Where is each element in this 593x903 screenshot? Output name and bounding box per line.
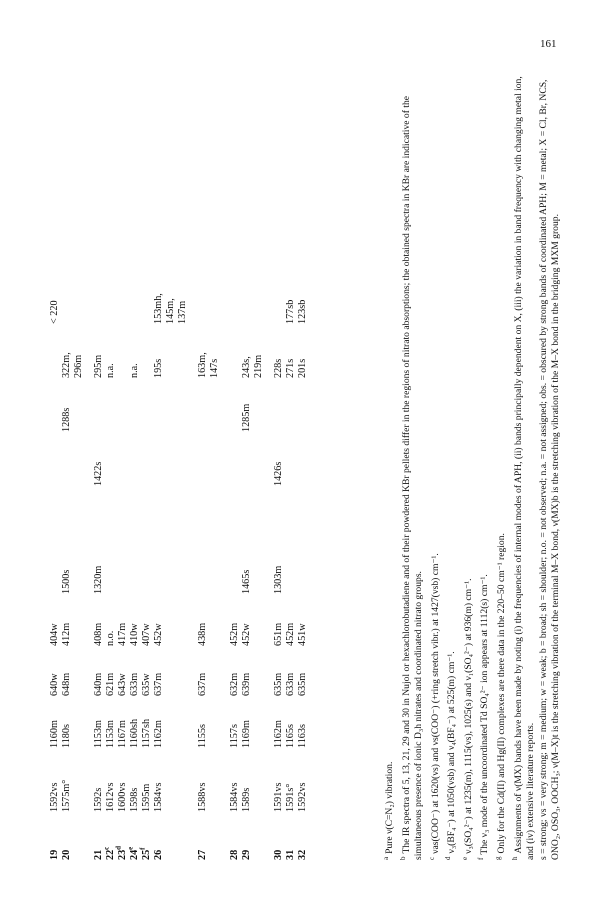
table-row [189,218,209,860]
table-cell: 219m [253,354,264,378]
table-cell [73,486,85,594]
table-cell: 1592vs [297,782,308,812]
table-cell [189,486,209,594]
table-row [297,218,309,860]
table-cell: 452m [285,622,296,646]
table-cell [85,378,105,432]
table-cell: 1598s [129,787,140,812]
table-row [265,218,285,860]
table-row [73,218,85,860]
table-cell [189,378,209,432]
table-cell: 1157sh [141,718,152,748]
table-cell [117,266,129,324]
table-cell [129,432,141,486]
compound-number: 20 [61,849,72,860]
table-cell: 1160m [49,720,60,748]
table-cell: 1589s [241,787,252,812]
footnote [475,70,492,860]
table-row [177,218,189,860]
table-cell [85,266,105,324]
table-cell [177,486,189,594]
table-cell: 145m, [165,298,176,324]
table-cell [209,646,221,696]
footnote [397,70,426,860]
table-cell [153,486,165,594]
footnote [509,70,538,860]
table-cell [73,378,85,432]
table-cell [285,218,297,266]
table-cell: 407w [141,623,152,646]
footnotes [380,70,562,860]
table-cell: 1595m [141,783,152,812]
table-row [285,218,297,860]
table-cell [105,378,117,432]
footnote [538,70,563,860]
table-row [85,218,105,860]
table-cell [129,378,141,432]
table-cell [177,218,189,266]
table-cell: 1320m [93,565,104,594]
table-cell: 163m, [197,352,208,378]
table-cell: n.a. [105,363,116,378]
table-row [49,218,61,860]
table-cell: 451w [297,623,308,646]
compound-number [209,812,221,860]
table-cell: 1285m [241,403,252,432]
table-cell [177,748,189,812]
footnote-text: Pure ν(C=N₂) vibration. [384,761,396,854]
table-cell: 1167m [117,720,128,748]
table-cell: 228s [273,358,284,378]
table-cell: 635w [141,673,152,696]
table-cell: 648m [61,672,72,696]
table-cell [141,486,153,594]
table-row [165,218,177,860]
table-cell [253,218,265,266]
table-cell [165,594,177,646]
compound-number: 24e [126,846,140,860]
table-cell: 621m [105,672,116,696]
table-cell [253,486,265,594]
compound-number: 31 [285,849,296,860]
footnote-marker: a [382,856,390,860]
table-cell [129,266,141,324]
table-cell: 1591vs [273,782,284,812]
table-cell: 635m [297,672,308,696]
table-cell [253,266,265,324]
table-row [105,218,117,860]
table-cell: 1465s [241,569,252,594]
table-cell [285,432,297,486]
table-cell: 1422s [93,461,104,486]
table-cell [177,378,189,432]
table-cell: 635m [273,672,284,696]
table-cell: 1500s [61,569,72,594]
table-row [209,218,221,860]
table-cell [265,218,285,266]
table-cell [85,218,105,266]
table-cell [49,218,61,266]
table-cell [177,324,189,378]
table-cell [221,218,241,266]
table-cell [49,486,61,594]
table-cell: 640w [49,673,60,696]
table-cell [165,696,177,748]
table-cell [73,266,85,324]
compound-number: 19 [49,849,60,860]
compound-number: 21 [93,849,104,860]
table-cell: 633m [285,672,296,696]
table-cell [209,266,221,324]
table-cell [297,486,309,594]
table-cell: 1588vs [197,782,208,812]
table-cell: 195s [153,358,164,378]
footnote-text: Only for the Cd(II) and Hg(II) complexes are there data in the 220–50 cm⁻¹ region. [496,533,508,854]
table-cell: 633m [129,672,140,696]
table-row [221,218,241,860]
table-cell [189,432,209,486]
table-cell: 1162m [273,720,284,748]
footnote-marker: d [444,856,453,860]
table-cell [177,432,189,486]
table-cell [105,266,117,324]
compound-number: 27 [197,849,208,860]
table-cell: 632m [229,672,240,696]
table-cell: 295m [93,354,104,378]
table-cell: 1584vs [153,782,164,812]
table-cell: 1169m [241,720,252,748]
compound-number [253,812,265,860]
table-cell [129,486,141,594]
table-cell: 452w [153,623,164,646]
compound-number: 23$^d$ [114,845,128,860]
table-row [153,218,165,860]
table-row [241,218,253,860]
table-cell: 1155s [197,724,208,748]
table-cell: 1157s [229,724,240,748]
table-cell: 201s [297,358,308,378]
table-cell: 1160sh [129,718,140,748]
footnote-text: νas(COO⁻) at 1620(vs) and νs(COO⁻) (+ring stretch vibr.) at 1427(vsb) cm⁻¹. [429,553,441,854]
footnote-text: Assignments of ν(MX) bands have been made by noting (i) the frequencies of internal modes of APH, (ii) bands principally dependent on X, (iii) the variation in band frequency with changing metal ion, and (iv) extensive literature reports. [512,76,537,860]
table-cell [117,218,129,266]
table-cell [285,378,297,432]
table-cell: 1592vs [49,782,60,812]
table-cell [49,324,61,378]
table-cell [73,432,85,486]
table-cell: 1165s [285,724,296,748]
table-cell [165,324,177,378]
table-cell: 408m [93,622,104,646]
table-cell [253,432,265,486]
table-cell [73,646,85,696]
footnote-marker: f [477,857,486,860]
table-cell: 1180s [61,724,72,748]
footnote-text: ν₃(BF₄⁻) at 1050(vsb) and ν₄(BF₄⁻) at 525(m) cm⁻¹. [446,651,458,854]
table-cell [105,218,117,266]
table-cell [73,218,85,266]
footnote [459,70,476,860]
table-cell: 637m [153,672,164,696]
table-cell: 243s, [241,356,252,378]
table-cell [61,266,73,324]
table-cell [165,486,177,594]
table-cell: 1162m [153,720,164,748]
footnote-text: ν₃(SO₄²⁻) at 1235(m), 1115(vs), 1025(s) and ν₁(SO₄²⁻) at 936(m) cm⁻¹. [462,578,474,854]
table-cell [141,324,153,378]
footnote-marker: g [493,856,502,860]
table-cell: 651m [273,622,284,646]
rotated-table-region [49,60,561,860]
table-cell: 153mh, [153,293,164,324]
table-cell [153,218,165,266]
table-cell: 1153m [105,720,116,748]
table-cell [177,696,189,748]
table-cell [153,378,165,432]
table-cell [209,748,221,812]
table-cell [221,266,241,324]
table-cell: 1575m° [61,779,72,812]
footnote-text: The IR spectra of 5, 13, 21, 29 and 30 in Nujol or hexachlorobutadiene and of their powdered KBr pellets differ in the regions of nitrato absorptions; the obtained spectra in KBr are indicative of the simultaneous presence of ionic D₃h nitrates and coordinated nitrato groups. [400,95,425,860]
table-cell [105,486,117,594]
compound-number: 30 [273,849,284,860]
table-cell [221,324,241,378]
footnote-marker: h [510,856,519,860]
table-cell: 1288s [61,407,72,432]
table-cell [189,218,209,266]
table-cell [209,486,221,594]
table-cell: 123sb [297,299,308,324]
table-cell: 137m [177,300,188,324]
table-cell: 1163s [297,724,308,748]
table-cell [241,218,253,266]
footnote [380,70,397,860]
table-cell: 452m [229,622,240,646]
table-cell: 452w [241,623,252,646]
table-cell [165,432,177,486]
footnote [426,70,443,860]
table-cell [117,486,129,594]
table-cell [141,432,153,486]
table-cell: 1584vs [229,782,240,812]
table-cell [221,486,241,594]
table-cell [241,266,253,324]
table-cell: 1426s [273,461,284,486]
table-row [253,218,265,860]
table-cell [253,378,265,432]
table-cell [253,696,265,748]
table-cell [209,594,221,646]
compound-number: 26 [153,849,164,860]
table-cell: 417m [117,622,128,646]
footnote-marker: e [460,856,469,860]
table-cell [189,266,209,324]
table-cell [117,432,129,486]
table-cell [141,218,153,266]
table-cell: n.a. [129,363,140,378]
table-row [61,218,73,860]
compound-number: 22$^c$ [102,846,116,860]
footnote-marker: c [427,856,436,860]
table-cell [297,218,309,266]
table-cell [141,266,153,324]
table-cell [105,432,117,486]
table-cell [209,696,221,748]
compound-number [73,812,85,860]
footnote-marker: b [398,856,407,860]
footnote-text: The ν₃ mode of the uncoordinated Td SO₄²⁻ ion appears at 1112(s) cm⁻¹. [479,574,491,855]
table-cell [165,748,177,812]
compound-number: 32 [297,849,308,860]
table-cell [117,378,129,432]
table-cell [141,378,153,432]
table-cell [61,432,73,486]
table-cell [265,378,285,432]
table-cell: 640m [93,672,104,696]
table-cell [73,748,85,812]
table-cell [221,432,241,486]
table-cell [297,432,309,486]
table-row [141,218,153,860]
table-cell [297,378,309,432]
footnote-text: s = strong; vs = very strong; m = medium; w = weak; b = broad; sh = shoulder; n.o. = not observed; n.a. = not assigned; obs. = obscured by strong bands of coordinated APH; M = metal; X = Cl, Br, NCS, ONO₂, OSO₃, OOCH₃; ν(M–X)t is the stretching vibration of the terminal M–X bond, ν(MX)b is the stretching vibration of the M–X bond in the bridging MXM group. [537,79,561,860]
table-cell [165,378,177,432]
table-cell: 1600vs [117,782,128,812]
table-cell [241,432,253,486]
compound-number: 25$^f$ [138,847,152,860]
compound-number: 28 [229,849,240,860]
table-cell [73,594,85,646]
table-cell [165,218,177,266]
table-cell [49,378,61,432]
compound-number [177,812,189,860]
table-cell [61,218,73,266]
table-cell [265,266,285,324]
table-cell: 639m [241,672,252,696]
table-cell: 643w [117,673,128,696]
table-cell [153,432,165,486]
table-cell [49,432,61,486]
table-cell [209,432,221,486]
table-cell: 1612vs [105,782,116,812]
table-cell: 147s [209,358,220,378]
table-cell: 438m [197,622,208,646]
table-cell: 1303m [273,565,284,594]
table-cell [253,646,265,696]
table-cell [165,646,177,696]
table-cell: 322m, [61,352,72,378]
table-cell [253,594,265,646]
table-cell: 404w [49,623,60,646]
table-cell [117,324,129,378]
table-cell: 410w [129,623,140,646]
table-cell: 177sb [285,299,296,324]
table-cell [73,696,85,748]
table-cell [209,378,221,432]
footnote [492,70,509,860]
table-row [129,218,141,860]
table-cell: 637m [197,672,208,696]
table-row [117,218,129,860]
table-cell [221,378,241,432]
table-cell [285,486,297,594]
table-cell: 1592s [93,787,104,812]
ir-data-table [49,218,309,860]
table-cell [129,218,141,266]
table-cell [209,218,221,266]
table-cell: 1153m [93,720,104,748]
table-cell [177,594,189,646]
table-cell: 296m [73,354,84,378]
page-number: 161 [540,38,557,50]
compound-number [165,812,177,860]
compound-number: 29 [241,849,252,860]
table-cell: < 220 [49,300,60,324]
table-cell: 271s [285,358,296,378]
table-cell: 412m [61,622,72,646]
footnote [442,70,459,860]
table-cell: n.o. [105,630,116,646]
table-cell: 1591s° [285,783,296,812]
table-cell [253,748,265,812]
table-cell [177,646,189,696]
